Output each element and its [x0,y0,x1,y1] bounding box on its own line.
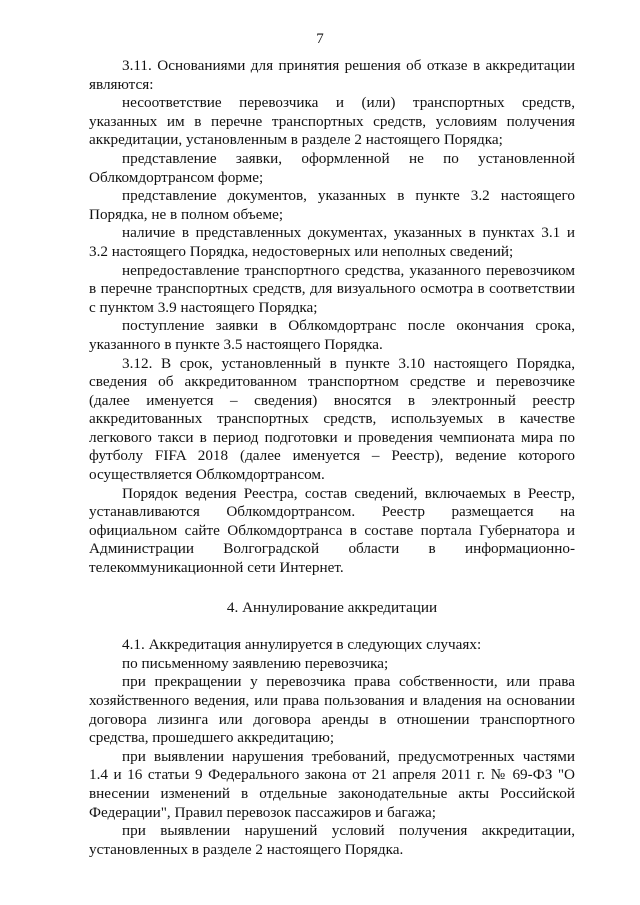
paragraph-registry-procedure: Порядок ведения Реестра, состав сведений, включаемых в Реестр, устанавливаются Облкомдортрансом. Реестр размещается на официальном сайте Облкомдортранса в составе портала Губернатора и Администрации Волгоградской области в информационно-телекоммуникационной сети Интернет. [89,484,575,577]
paragraph-refusal-reason-2: представление заявки, оформленной не по установленной Облкомдортрансом форме; [89,149,575,186]
paragraph-annulment-case-4: при выявлении нарушений условий получения аккредитации, установленных в разделе 2 настоящего Порядка. [89,822,575,858]
paragraph-3-11: 3.11. Основаниями для принятия решения об отказе в аккредитации являются: [89,57,575,93]
paragraph-refusal-reason-4: наличие в представленных документах, указанных в пунктах 3.1 и 3.2 настоящего Порядка, недостоверных или неполных сведений; [89,224,575,260]
paragraph-annulment-case-3: при выявлении нарушения требований, предусмотренных частями 1.4 и 16 статьи 9 Федерального закона от 21 апреля 2011 г. № 69-ФЗ "О внесении изменений в отдельные законодательные акты Российской Федерации", Правил перевозок пассажиров и багажа; [89,747,575,821]
paragraph-refusal-reason-5: непредоставление транспортного средства, указанного перевозчиком в перечне транспортных средств, для визуального осмотра в соответствии с пунктом 3.9 настоящего Порядка; [89,261,575,316]
page-number: 7 [316,31,324,47]
paragraph-4-1: 4.1. Аккредитация аннулируется в следующих случаях: [122,636,482,654]
section-4-heading: 4. Аннулирование аккредитации [226,598,438,616]
document-body [89,57,575,859]
paragraph-annulment-case-1: по письменному заявлению перевозчика; [122,654,389,672]
paragraph-refusal-reason-6: поступление заявки в Облкомдортранс после окончания срока, указанного в пункте 3.5 настоящего Порядка. [89,317,575,353]
paragraph-refusal-reason-3: представление документов, указанных в пункте 3.2 настоящего Порядка, не в полном объеме; [89,187,575,223]
paragraph-refusal-reason-1: несоответствие перевозчика и (или) транспортных средств, указанных им в перечне транспортных средств, условиям получения аккредитации, установленным в разделе 2 настоящего Порядка; [89,94,575,149]
paragraph-3-12: 3.12. В срок, установленный в пункте 3.10 настоящего Порядка, сведения об аккредитованном транспортном средстве и перевозчике (далее именуется – сведения) вносятся в электронный реестр аккредитованных транспортных средств, используемых в качестве легкового такси в период подготовки и проведения чемпионата мира по футболу FIFA 2018 (далее именуется – Реестр), ведение которого осуществляется Облкомдортрансом. [89,354,575,484]
paragraph-annulment-case-2: при прекращении у перевозчика права собственности, или права хозяйственного ведения, или права пользования и владения на основании договора лизинга или договора аренды в отношении транспортного средства, прошедшего аккредитацию; [89,673,575,747]
